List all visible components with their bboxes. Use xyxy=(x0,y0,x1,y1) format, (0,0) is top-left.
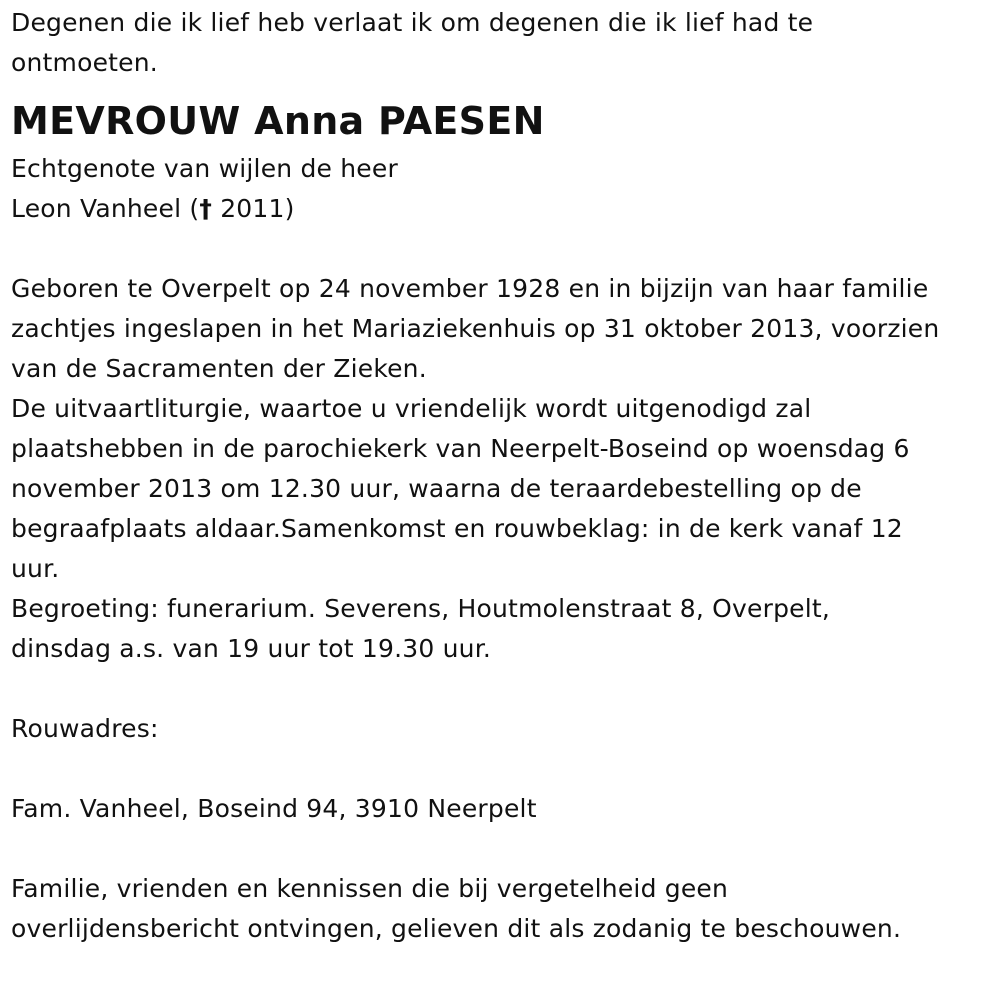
deceased-name: MEVROUW Anna PAESEN xyxy=(11,99,545,143)
address-value: Fam. Vanheel, Boseind 94, 3910 Neerpelt xyxy=(11,794,537,823)
announcement-text xyxy=(11,269,991,669)
motto-line: ontmoeten. xyxy=(11,48,158,77)
closing-line: Familie, vrienden en kennissen die bij vergetelheid geen xyxy=(11,874,729,903)
announcement-line: De uitvaartliturgie, waartoe u vriendelijk wordt uitgenodigd zal xyxy=(11,394,812,423)
spacer xyxy=(11,229,991,269)
announcement-line: dinsdag a.s. van 19 uur tot 19.30 uur. xyxy=(11,634,492,663)
spouse-line: Echtgenote van wijlen de heer xyxy=(11,154,398,183)
announcement-line: plaatshebben in de parochiekerk van Neerpelt-Boseind op woensdag 6 xyxy=(11,434,910,463)
spacer xyxy=(11,669,991,709)
announcement-line: november 2013 om 12.30 uur, waarna de teraardebestelling op de xyxy=(11,474,862,503)
address-label: Rouwadres: xyxy=(11,714,159,743)
spacer xyxy=(11,749,991,789)
motto xyxy=(11,3,991,83)
announcement-line: begraafplaats aldaar.Samenkomst en rouwbeklag: in de kerk vanaf 12 xyxy=(11,514,903,543)
announcement-line: zachtjes ingeslapen in het Mariaziekenhuis op 31 oktober 2013, voorzien xyxy=(11,314,940,343)
spouse-info xyxy=(11,149,991,229)
closing-line: overlijdensbericht ontvingen, gelieven dit als zodanig te beschouwen. xyxy=(11,914,902,943)
closing-text xyxy=(11,869,991,949)
spouse-name-prefix: Leon Vanheel ( xyxy=(11,194,200,223)
announcement-line: Geboren te Overpelt op 24 november 1928 en in bijzijn van haar familie xyxy=(11,274,929,303)
motto-line: Degenen die ik lief heb verlaat ik om degenen die ik lief had te xyxy=(11,8,814,37)
obituary-document xyxy=(11,3,991,949)
spouse-death-year: 2011) xyxy=(212,194,295,223)
announcement-line: van de Sacramenten der Zieken. xyxy=(11,354,427,383)
announcement-line: Begroeting: funerarium. Severens, Houtmolenstraat 8, Overpelt, xyxy=(11,594,831,623)
spouse-name-line xyxy=(11,189,991,229)
announcement-line: uur. xyxy=(11,554,60,583)
spacer xyxy=(11,829,991,869)
cross-icon: † xyxy=(199,194,213,223)
